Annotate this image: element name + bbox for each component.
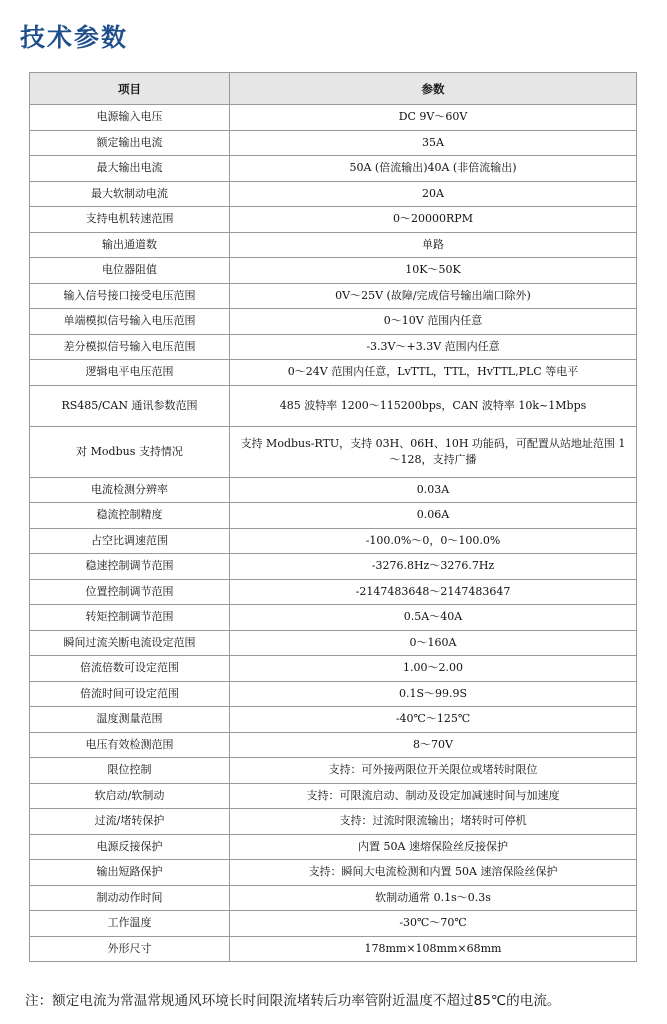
row-item: 制动动作时间 (30, 885, 230, 911)
row-item: 占空比调速范围 (30, 528, 230, 554)
row-item: 额定输出电流 (30, 130, 230, 156)
table-row (30, 834, 637, 860)
row-value: 支持：可外接两限位开关限位或堵转时限位 (230, 758, 637, 784)
table-row (30, 477, 637, 503)
row-value: 35A (230, 130, 637, 156)
row-item: 温度测量范围 (30, 707, 230, 733)
table-row (30, 605, 637, 631)
row-item: 电位器阻值 (30, 258, 230, 284)
row-value: 0～160A (230, 630, 637, 656)
row-value: 8～70V (230, 732, 637, 758)
table-row (30, 334, 637, 360)
row-value: 单路 (230, 232, 637, 258)
table-row (30, 809, 637, 835)
table-row (30, 732, 637, 758)
row-item: 对 Modbus 支持情况 (30, 426, 230, 477)
row-item: 单端模拟信号输入电压范围 (30, 309, 230, 335)
row-value: -3.3V～+3.3V 范围内任意 (230, 334, 637, 360)
row-value: 支持：过流时限流输出；堵转时可停机 (230, 809, 637, 835)
table-row (30, 207, 637, 233)
table-row (30, 503, 637, 529)
table-row (30, 105, 637, 131)
row-item: 外形尺寸 (30, 936, 230, 962)
row-item: RS485/CAN 通讯参数范围 (30, 385, 230, 426)
row-item: 输入信号接口接受电压范围 (30, 283, 230, 309)
row-item: 倍流倍数可设定范围 (30, 656, 230, 682)
header-value: 参数 (230, 73, 637, 105)
row-value: 0.5A～40A (230, 605, 637, 631)
row-item: 倍流时间可设定范围 (30, 681, 230, 707)
row-value: 178mm×108mm×68mm (230, 936, 637, 962)
table-row (30, 385, 637, 426)
footnote: 注：额定电流为常温常规通风环境长时间限流堵转后功率管附近温度不超过85℃的电流。 (25, 993, 561, 1009)
row-value: 10K～50K (230, 258, 637, 284)
row-value: 1.00～2.00 (230, 656, 637, 682)
row-value: 0～24V 范围内任意，LvTTL，TTL，HvTTL,PLC 等电平 (230, 360, 637, 386)
row-value: 支持：瞬间大电流检测和内置 50A 速溶保险丝保护 (230, 860, 637, 886)
row-item: 稳流控制精度 (30, 503, 230, 529)
spec-table (29, 72, 637, 962)
row-item: 电源反接保护 (30, 834, 230, 860)
table-row (30, 681, 637, 707)
row-item: 逻辑电平电压范围 (30, 360, 230, 386)
row-value: 0～10V 范围内任意 (230, 309, 637, 335)
table-row (30, 181, 637, 207)
row-value: -30℃～70℃ (230, 911, 637, 937)
row-value: 支持 Modbus-RTU，支持 03H、06H、10H 功能码，可配置从站地址范围 1～128，支持广播 (230, 426, 637, 477)
table-row (30, 283, 637, 309)
row-item: 位置控制调节范围 (30, 579, 230, 605)
row-item: 过流/堵转保护 (30, 809, 230, 835)
table-row (30, 783, 637, 809)
table-row (30, 309, 637, 335)
row-value: -40℃～125℃ (230, 707, 637, 733)
header-item: 项目 (30, 73, 230, 105)
row-value: 0～20000RPM (230, 207, 637, 233)
table-row (30, 156, 637, 182)
row-value: DC 9V～60V (230, 105, 637, 131)
spec-table-body (30, 105, 637, 962)
row-item: 输出短路保护 (30, 860, 230, 886)
row-item: 转矩控制调节范围 (30, 605, 230, 631)
row-item: 软启动/软制动 (30, 783, 230, 809)
table-row (30, 579, 637, 605)
table-row (30, 258, 637, 284)
row-item: 工作温度 (30, 911, 230, 937)
row-value: 软制动通常 0.1s～0.3s (230, 885, 637, 911)
table-row (30, 360, 637, 386)
row-value: 0V～25V (故障/完成信号输出端口除外) (230, 283, 637, 309)
row-item: 差分模拟信号输入电压范围 (30, 334, 230, 360)
row-value: 0.1S～99.9S (230, 681, 637, 707)
row-value: 50A (倍流输出)40A (非倍流输出) (230, 156, 637, 182)
table-row (30, 630, 637, 656)
table-row (30, 528, 637, 554)
row-item: 电流检测分辨率 (30, 477, 230, 503)
row-value: -2147483648～2147483647 (230, 579, 637, 605)
row-item: 电压有效检测范围 (30, 732, 230, 758)
table-row (30, 860, 637, 886)
row-value: 0.03A (230, 477, 637, 503)
table-row (30, 758, 637, 784)
table-row (30, 232, 637, 258)
row-item: 最大软制动电流 (30, 181, 230, 207)
table-row (30, 885, 637, 911)
row-value: 0.06A (230, 503, 637, 529)
row-value: -3276.8Hz～3276.7Hz (230, 554, 637, 580)
row-value: -100.0%～0，0～100.0% (230, 528, 637, 554)
table-row (30, 426, 637, 477)
row-item: 限位控制 (30, 758, 230, 784)
row-item: 瞬间过流关断电流设定范围 (30, 630, 230, 656)
row-value: 支持：可限流启动、制动及设定加减速时间与加速度 (230, 783, 637, 809)
table-row (30, 707, 637, 733)
page-title: 技术参数 (20, 23, 129, 52)
row-item: 电源输入电压 (30, 105, 230, 131)
table-row (30, 554, 637, 580)
row-item: 稳速控制调节范围 (30, 554, 230, 580)
row-value: 内置 50A 速熔保险丝反接保护 (230, 834, 637, 860)
table-header-row (30, 73, 637, 105)
table-row (30, 656, 637, 682)
row-item: 支持电机转速范围 (30, 207, 230, 233)
table-row (30, 130, 637, 156)
row-value: 485 波特率 1200～115200bps，CAN 波特率 10k~1Mbps (230, 385, 637, 426)
table-row (30, 911, 637, 937)
row-item: 输出通道数 (30, 232, 230, 258)
row-value: 20A (230, 181, 637, 207)
row-item: 最大输出电流 (30, 156, 230, 182)
table-row (30, 936, 637, 962)
